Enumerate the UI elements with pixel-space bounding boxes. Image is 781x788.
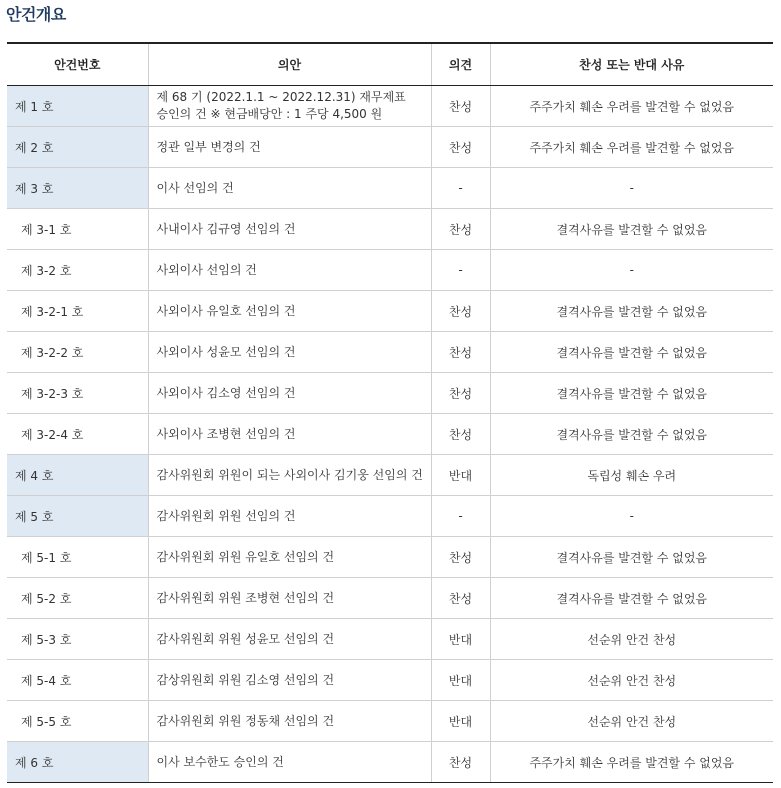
table-row	[7, 209, 773, 250]
agenda-number-cell: 제 3-2-4 호	[7, 414, 148, 455]
reason-cell: 선순위 안건 찬성	[490, 660, 773, 701]
opinion-cell: 찬성	[431, 537, 490, 578]
agenda-text-line1: 사외이사 유일호 선임의 건	[156, 303, 296, 318]
opinion-cell: 반대	[431, 701, 490, 742]
opinion-cell: 반대	[431, 619, 490, 660]
opinion-cell: 반대	[431, 455, 490, 496]
opinion-cell: 찬성	[431, 373, 490, 414]
reason-cell: -	[490, 250, 773, 291]
agenda-number-cell: 제 5-1 호	[7, 537, 148, 578]
agenda-cell	[148, 414, 431, 455]
reason-cell: 결격사유를 발견할 수 없었음	[490, 537, 773, 578]
agenda-text-line2: 승인의 건 ※ 현금배당안 : 1 주당 4,500 원	[156, 107, 383, 121]
reason-cell: 주주가치 훼손 우려를 발견할 수 없었음	[490, 127, 773, 168]
agenda-cell	[148, 127, 431, 168]
opinion-cell: -	[431, 250, 490, 291]
agenda-number-cell: 제 3-2-3 호	[7, 373, 148, 414]
agenda-cell	[148, 742, 431, 783]
opinion-cell: 찬성	[431, 742, 490, 783]
table-row	[7, 250, 773, 291]
agenda-number-cell: 제 6 호	[7, 742, 148, 783]
agenda-number-cell: 제 5-3 호	[7, 619, 148, 660]
reason-cell: -	[490, 496, 773, 537]
reason-cell: -	[490, 168, 773, 209]
agenda-text-line1: 감사위원회 위원 정동채 선임의 건	[156, 713, 335, 728]
reason-cell: 결격사유를 발견할 수 없었음	[490, 291, 773, 332]
table-row	[7, 414, 773, 455]
agenda-text-line1: 정관 일부 변경의 건	[156, 139, 261, 154]
agenda-cell	[148, 250, 431, 291]
agenda-cell	[148, 373, 431, 414]
reason-cell: 주주가치 훼손 우려를 발견할 수 없었음	[490, 742, 773, 783]
agenda-cell	[148, 86, 431, 127]
agenda-number-cell: 제 3-2 호	[7, 250, 148, 291]
opinion-cell: 찬성	[431, 578, 490, 619]
agenda-cell	[148, 168, 431, 209]
opinion-cell: 찬성	[431, 86, 490, 127]
opinion-cell: 찬성	[431, 291, 490, 332]
agenda-text-line1: 사외이사 선임의 건	[156, 262, 257, 277]
table-row	[7, 455, 773, 496]
opinion-cell: 찬성	[431, 209, 490, 250]
agenda-cell	[148, 332, 431, 373]
header-reason: 찬성 또는 반대 사유	[490, 43, 773, 86]
table-row	[7, 496, 773, 537]
agenda-number-cell: 제 3-2-2 호	[7, 332, 148, 373]
agenda-cell	[148, 455, 431, 496]
agenda-cell	[148, 496, 431, 537]
agenda-number-cell: 제 2 호	[7, 127, 148, 168]
agenda-number-cell: 제 3-2-1 호	[7, 291, 148, 332]
header-opinion: 의견	[431, 43, 490, 86]
table-row	[7, 537, 773, 578]
header-agenda: 의안	[148, 43, 431, 86]
agenda-text-line1: 감사위원회 위원 유일호 선임의 건	[156, 549, 335, 564]
agenda-number-cell: 제 5-5 호	[7, 701, 148, 742]
table-row	[7, 660, 773, 701]
reason-cell: 결격사유를 발견할 수 없었음	[490, 332, 773, 373]
table-row	[7, 619, 773, 660]
agenda-text-line1: 이사 보수한도 승인의 건	[156, 754, 284, 769]
agenda-cell	[148, 537, 431, 578]
table-row	[7, 86, 773, 127]
agenda-text-line1: 사내이사 김규영 선임의 건	[156, 221, 296, 236]
agenda-text-line1: 감사위원회 위원이 되는 사외이사 김기웅 선임의 건	[156, 467, 423, 482]
agenda-cell	[148, 660, 431, 701]
agenda-text-line1: 감사위원회 위원 선임의 건	[156, 508, 296, 523]
reason-cell: 결격사유를 발견할 수 없었음	[490, 414, 773, 455]
table-row	[7, 291, 773, 332]
agenda-cell	[148, 701, 431, 742]
agenda-number-cell: 제 3 호	[7, 168, 148, 209]
agenda-number-cell: 제 5 호	[7, 496, 148, 537]
agenda-cell	[148, 209, 431, 250]
opinion-cell: 찬성	[431, 127, 490, 168]
agenda-number-cell: 제 1 호	[7, 86, 148, 127]
agenda-cell	[148, 291, 431, 332]
table-row	[7, 332, 773, 373]
agenda-number-cell: 제 4 호	[7, 455, 148, 496]
table-row	[7, 578, 773, 619]
agenda-number-cell: 제 5-2 호	[7, 578, 148, 619]
agenda-number-cell: 제 3-1 호	[7, 209, 148, 250]
opinion-cell: 찬성	[431, 332, 490, 373]
opinion-cell: -	[431, 496, 490, 537]
agenda-text-line1: 감사위원회 위원 성윤모 선임의 건	[156, 631, 335, 646]
table-row	[7, 168, 773, 209]
reason-cell: 결격사유를 발견할 수 없었음	[490, 209, 773, 250]
opinion-cell: 찬성	[431, 414, 490, 455]
opinion-cell: 반대	[431, 660, 490, 701]
agenda-text-line1: 사외이사 김소영 선임의 건	[156, 385, 296, 400]
agenda-text-line1: 사외이사 조병현 선임의 건	[156, 426, 296, 441]
agenda-cell	[148, 619, 431, 660]
agenda-table	[7, 42, 773, 783]
reason-cell: 독립성 훼손 우려	[490, 455, 773, 496]
table-row	[7, 373, 773, 414]
agenda-number-cell: 제 5-4 호	[7, 660, 148, 701]
agenda-text-line1: 감상위원회 위원 김소영 선임의 건	[156, 672, 335, 687]
header-agenda-number: 안건번호	[7, 43, 148, 86]
reason-cell: 선순위 안건 찬성	[490, 701, 773, 742]
reason-cell: 주주가치 훼손 우려를 발견할 수 없었음	[490, 86, 773, 127]
agenda-text-line1: 제 68 기 (2022.1.1 ~ 2022.12.31) 재무제표	[156, 90, 406, 104]
table-row	[7, 701, 773, 742]
table-row	[7, 742, 773, 783]
agenda-text-line1: 이사 선임의 건	[156, 180, 234, 195]
opinion-cell: -	[431, 168, 490, 209]
agenda-text-line1: 사외이사 성윤모 선임의 건	[156, 344, 296, 359]
page-title: 안건개요	[6, 5, 66, 24]
reason-cell: 선순위 안건 찬성	[490, 619, 773, 660]
agenda-cell	[148, 578, 431, 619]
table-row	[7, 127, 773, 168]
reason-cell: 결격사유를 발견할 수 없었음	[490, 578, 773, 619]
reason-cell: 결격사유를 발견할 수 없었음	[490, 373, 773, 414]
table-header-row	[7, 43, 773, 86]
agenda-text-line1: 감사위원회 위원 조병현 선임의 건	[156, 590, 335, 605]
